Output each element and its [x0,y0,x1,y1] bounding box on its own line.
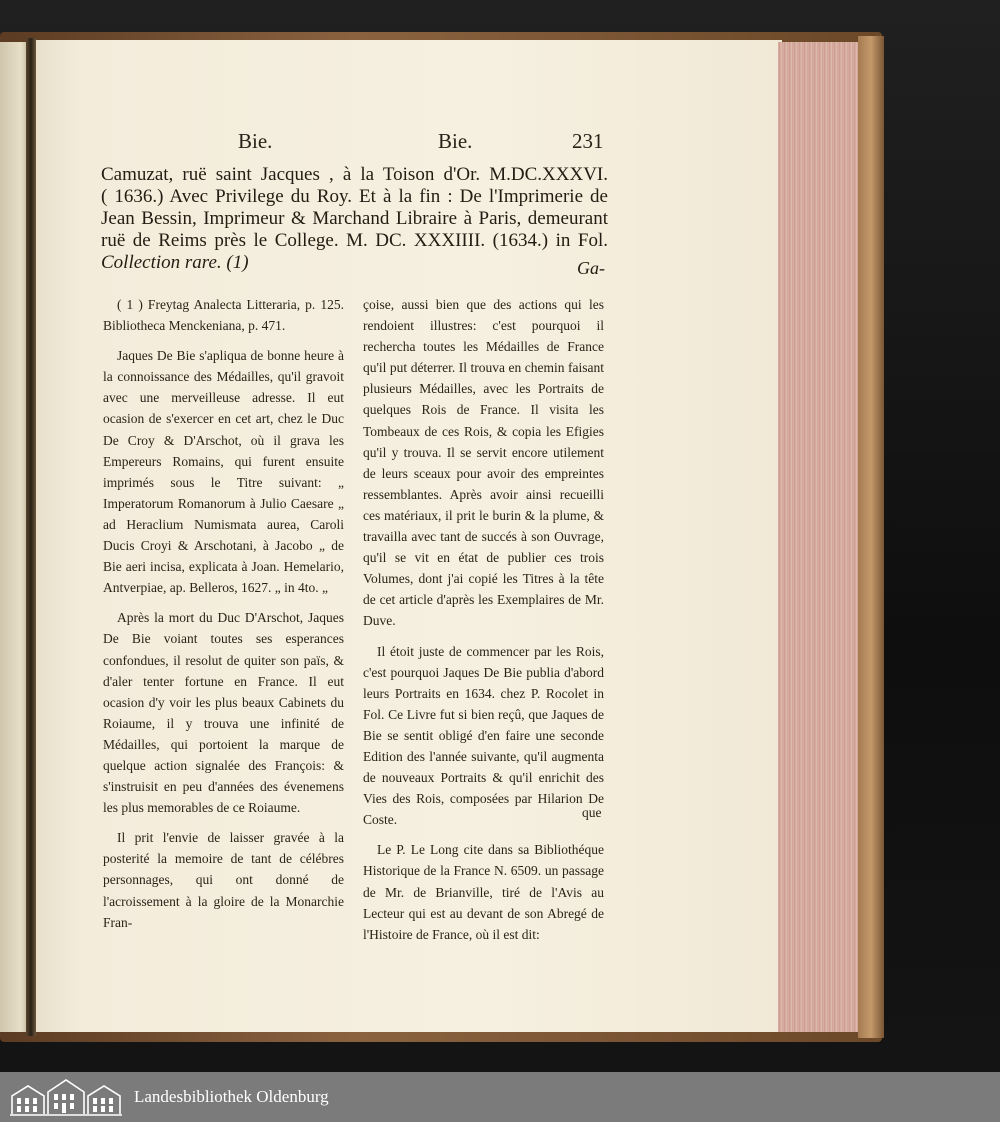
page-block-edges [778,42,862,1032]
right-text-column [363,294,604,954]
title-line-4: ruë de Reims près le College. M. DC. XXXIIII. (1634.) in Fol. [101,230,608,251]
library-name: Landesbibliothek Oldenburg [134,1087,329,1106]
body-paragraph: Il étoit juste de commencer par les Rois, c'est pourquoi Jaques De Bie publia d'abord leurs Portraits en 1634. chez P. Rocolet in Fol. Ce Livre fut si bien reçû, que Jaques de Bie se sentit obligé d'en faire une seconde Edition des l'année suivante, qu'il augmenta de nouveaux Portraits & qu'il enrichit des Vies des Rois, composées par Hilarion De Coste. [363,643,604,828]
left-text-column [103,294,344,942]
body-paragraph: çoise, aussi bien que des actions qui les rendoient illustres: c'est pourquoi il rechercha toutes les Médailles de France qu'il put déterrer. Il trouva en chemin faisant plusieurs Médailles, avec les Portraits de quelques Rois de France. Il visita les Tombeaux de ces Rois, & copia les Efigies qu'il y trouva. Il se servit encore utilement de leurs sceaux pour avoir des empreintes ressemblantes. Après avoir ainsi recueilli ces matériaux, il prit le burin & la plume, & travailla avec tant de succés à son Ouvrage, qu'il se vit en état de publier ces trois Volumes, dont j'ai copié les Titres à la tête de cet article d'après les Exemplaires de Mr. Duve. [363,297,604,629]
title-line-3: Jean Bessin, Imprimeur & Marchand Libraire à Paris, demeurant [101,208,608,229]
book-gutter [26,38,36,1036]
library-building-logo-icon [8,1076,124,1118]
title-line-5: Collection rare. (1) [101,252,249,273]
body-paragraph: Il prit l'envie de laisser gravée à la posterité la memoire de tant de célébres personnages, qui ont donné de l'acroissement à la gloire de la Monarchie Fran- [103,830,344,930]
cover-spine-edge [858,36,884,1038]
footnote-paragraph: ( 1 ) Freytag Analecta Litteraria, p. 125. Bibliotheca Menckeniana, p. 471. [103,297,344,334]
running-head-center: Bie. [438,129,473,153]
title-line-2: ( 1636.) Avec Privilege du Roy. Et à la fin : De l'Imprimerie de [101,186,608,207]
page-number: 231 [572,129,604,153]
body-paragraph: Le P. Le Long cite dans sa Bibliothéque Historique de la France N. 6509. un passage de Mr. de Brianville, tiré de l'Avis au Lecteur qui est au devant de son Abregé de l'Histoire de France, où il est dit: [363,842,604,942]
title-line-1: Camuzat, ruë saint Jacques , à la Toison d'Or. M.DC.XXXVI. [101,164,608,185]
catchword: Ga- [577,258,605,278]
body-paragraph: Après la mort du Duc D'Arschot, Jaques De Bie voiant toutes ses esperances confondues, il resolut de quiter son païs, & d'aler tenter fortune en France. Il eut ocasion d'y voir les plus beaux Cabinets du Roiaume, il y trouva une infinité de Médailles, qui portoient la marque de quelque action signalée des François: & s'instruisit en peu d'années des évenemens les plus memorables de ce Roiaume. [103,610,344,816]
body-paragraph: Jaques De Bie s'apliqua de bonne heure à la connoissance des Médailles, qu'il gravoit avec une merveilleuse adresse. Il eut ocasion de s'exercer en cet art, chez le Duc De Croy & D'Arschot, où il grava les Empereurs Romains, qui furent ensuite imprimés sous le Titre suivant: „ Imperatorum Romanorum à Julio Caesare „ ad Heraclium Numismata aurea, Caroli Ducis Croyi & Arschotani, à Jacobo „ de Bie aeri incisa, explicata à Joan. Hemelario, Antverpiae, ap. Belleros, 1627. „ in 4to. „ [103,348,344,596]
column-catchword: que [582,805,602,820]
running-head-left: Bie. [238,129,273,153]
